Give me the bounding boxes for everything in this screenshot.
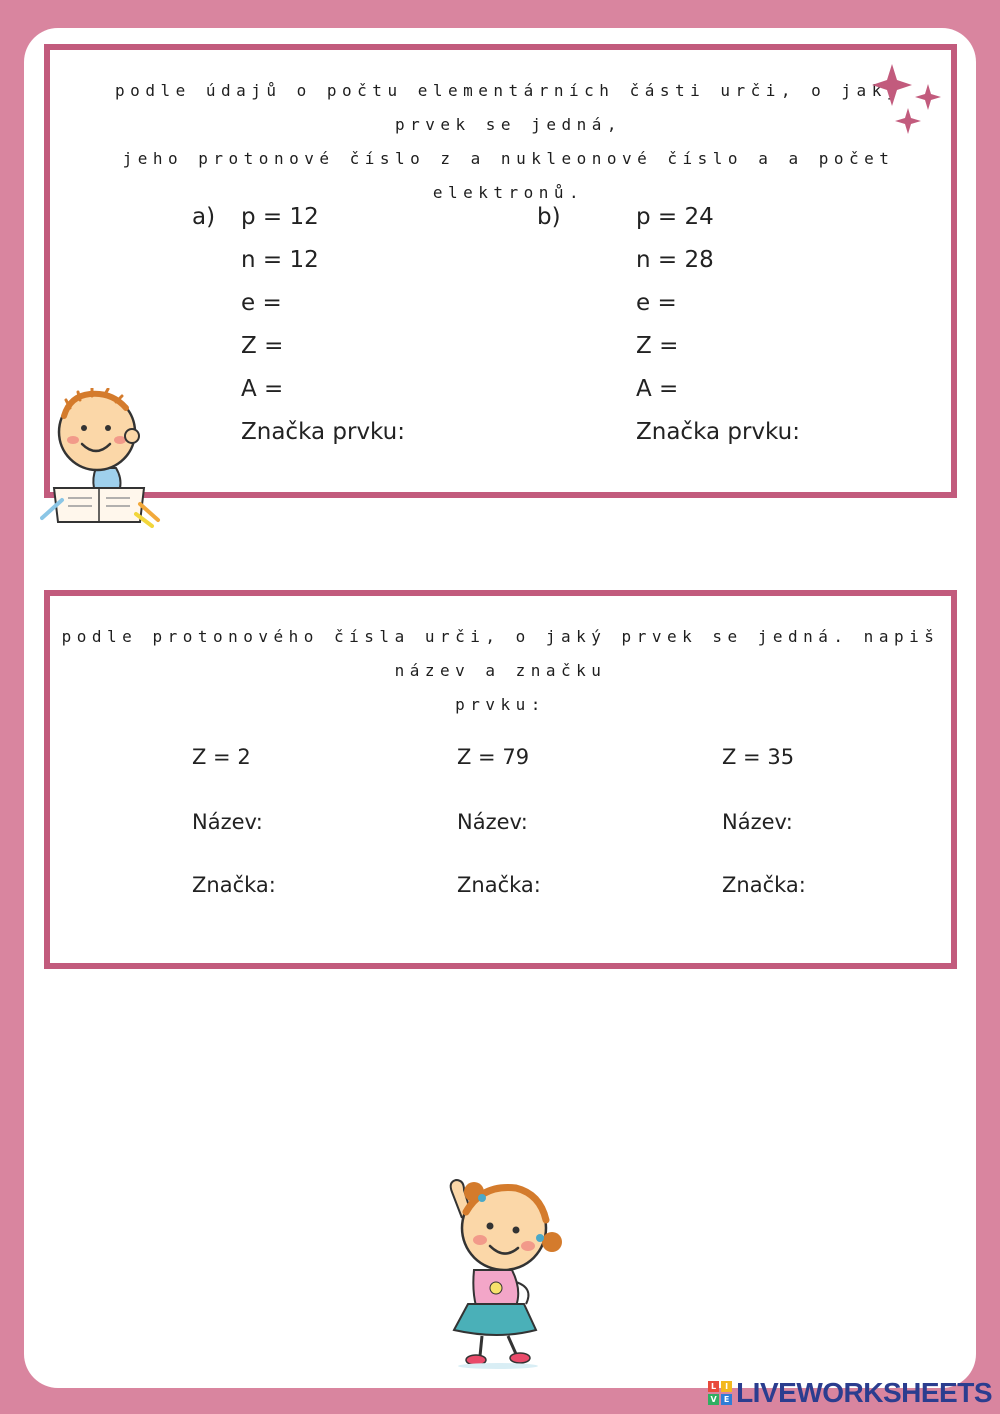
task-b-protons: p = 24	[636, 204, 714, 230]
instruction-text-2: podle protonového čísla urči, o jaký prvek se jedná. napiš název a značku prvku:	[61, 627, 940, 714]
boy-reading-illustration	[40, 388, 164, 528]
task-a-lines	[241, 196, 405, 454]
element-2-symbol-label: Značka:	[457, 873, 541, 897]
task-a-a: A =	[241, 376, 284, 402]
element-2-name-label: Název:	[457, 810, 528, 834]
task-b-z: Z =	[636, 333, 679, 359]
element-3-name-label: Název:	[722, 810, 793, 834]
task-a-label: a)	[192, 204, 216, 230]
task-a-neutrons: n = 12	[241, 247, 319, 273]
liveworksheets-logo	[708, 1378, 992, 1408]
task-b-a: A =	[636, 376, 679, 402]
task-b-label: b)	[537, 204, 561, 230]
element-item-1	[192, 745, 276, 897]
sparkles-decoration	[872, 64, 944, 140]
instruction-text: podle údajů o počtu elementárních části urči, o jaký prvek se jedná, jeho protonové číslo z a nukleonové číslo a a počet elektronů.	[115, 81, 902, 202]
task-b-symbol: Značka prvku:	[636, 419, 800, 445]
element-item-2	[457, 745, 541, 897]
liveworksheets-brand-text: LIVEWORKSHEETS	[736, 1377, 992, 1408]
element-1-z: Z = 2	[192, 745, 251, 769]
element-1-symbol-label: Značka:	[192, 873, 276, 897]
element-3-z: Z = 35	[722, 745, 795, 769]
girl-waving-illustration	[412, 1172, 574, 1370]
task-b-neutrons: n = 28	[636, 247, 714, 273]
task-box-elementary-particles	[44, 44, 957, 498]
task-a-electrons: e =	[241, 290, 282, 316]
task-a-z: Z =	[241, 333, 284, 359]
task-a-protons: p = 12	[241, 204, 319, 230]
task-a-symbol: Značka prvku:	[241, 419, 405, 445]
element-3-symbol-label: Značka:	[722, 873, 806, 897]
element-1-name-label: Název:	[192, 810, 263, 834]
task-b-electrons: e =	[636, 290, 677, 316]
liveworksheets-logo-icon: L I V E	[708, 1381, 732, 1405]
element-item-3	[722, 745, 806, 897]
element-2-z: Z = 79	[457, 745, 530, 769]
task-b-lines	[636, 196, 800, 454]
